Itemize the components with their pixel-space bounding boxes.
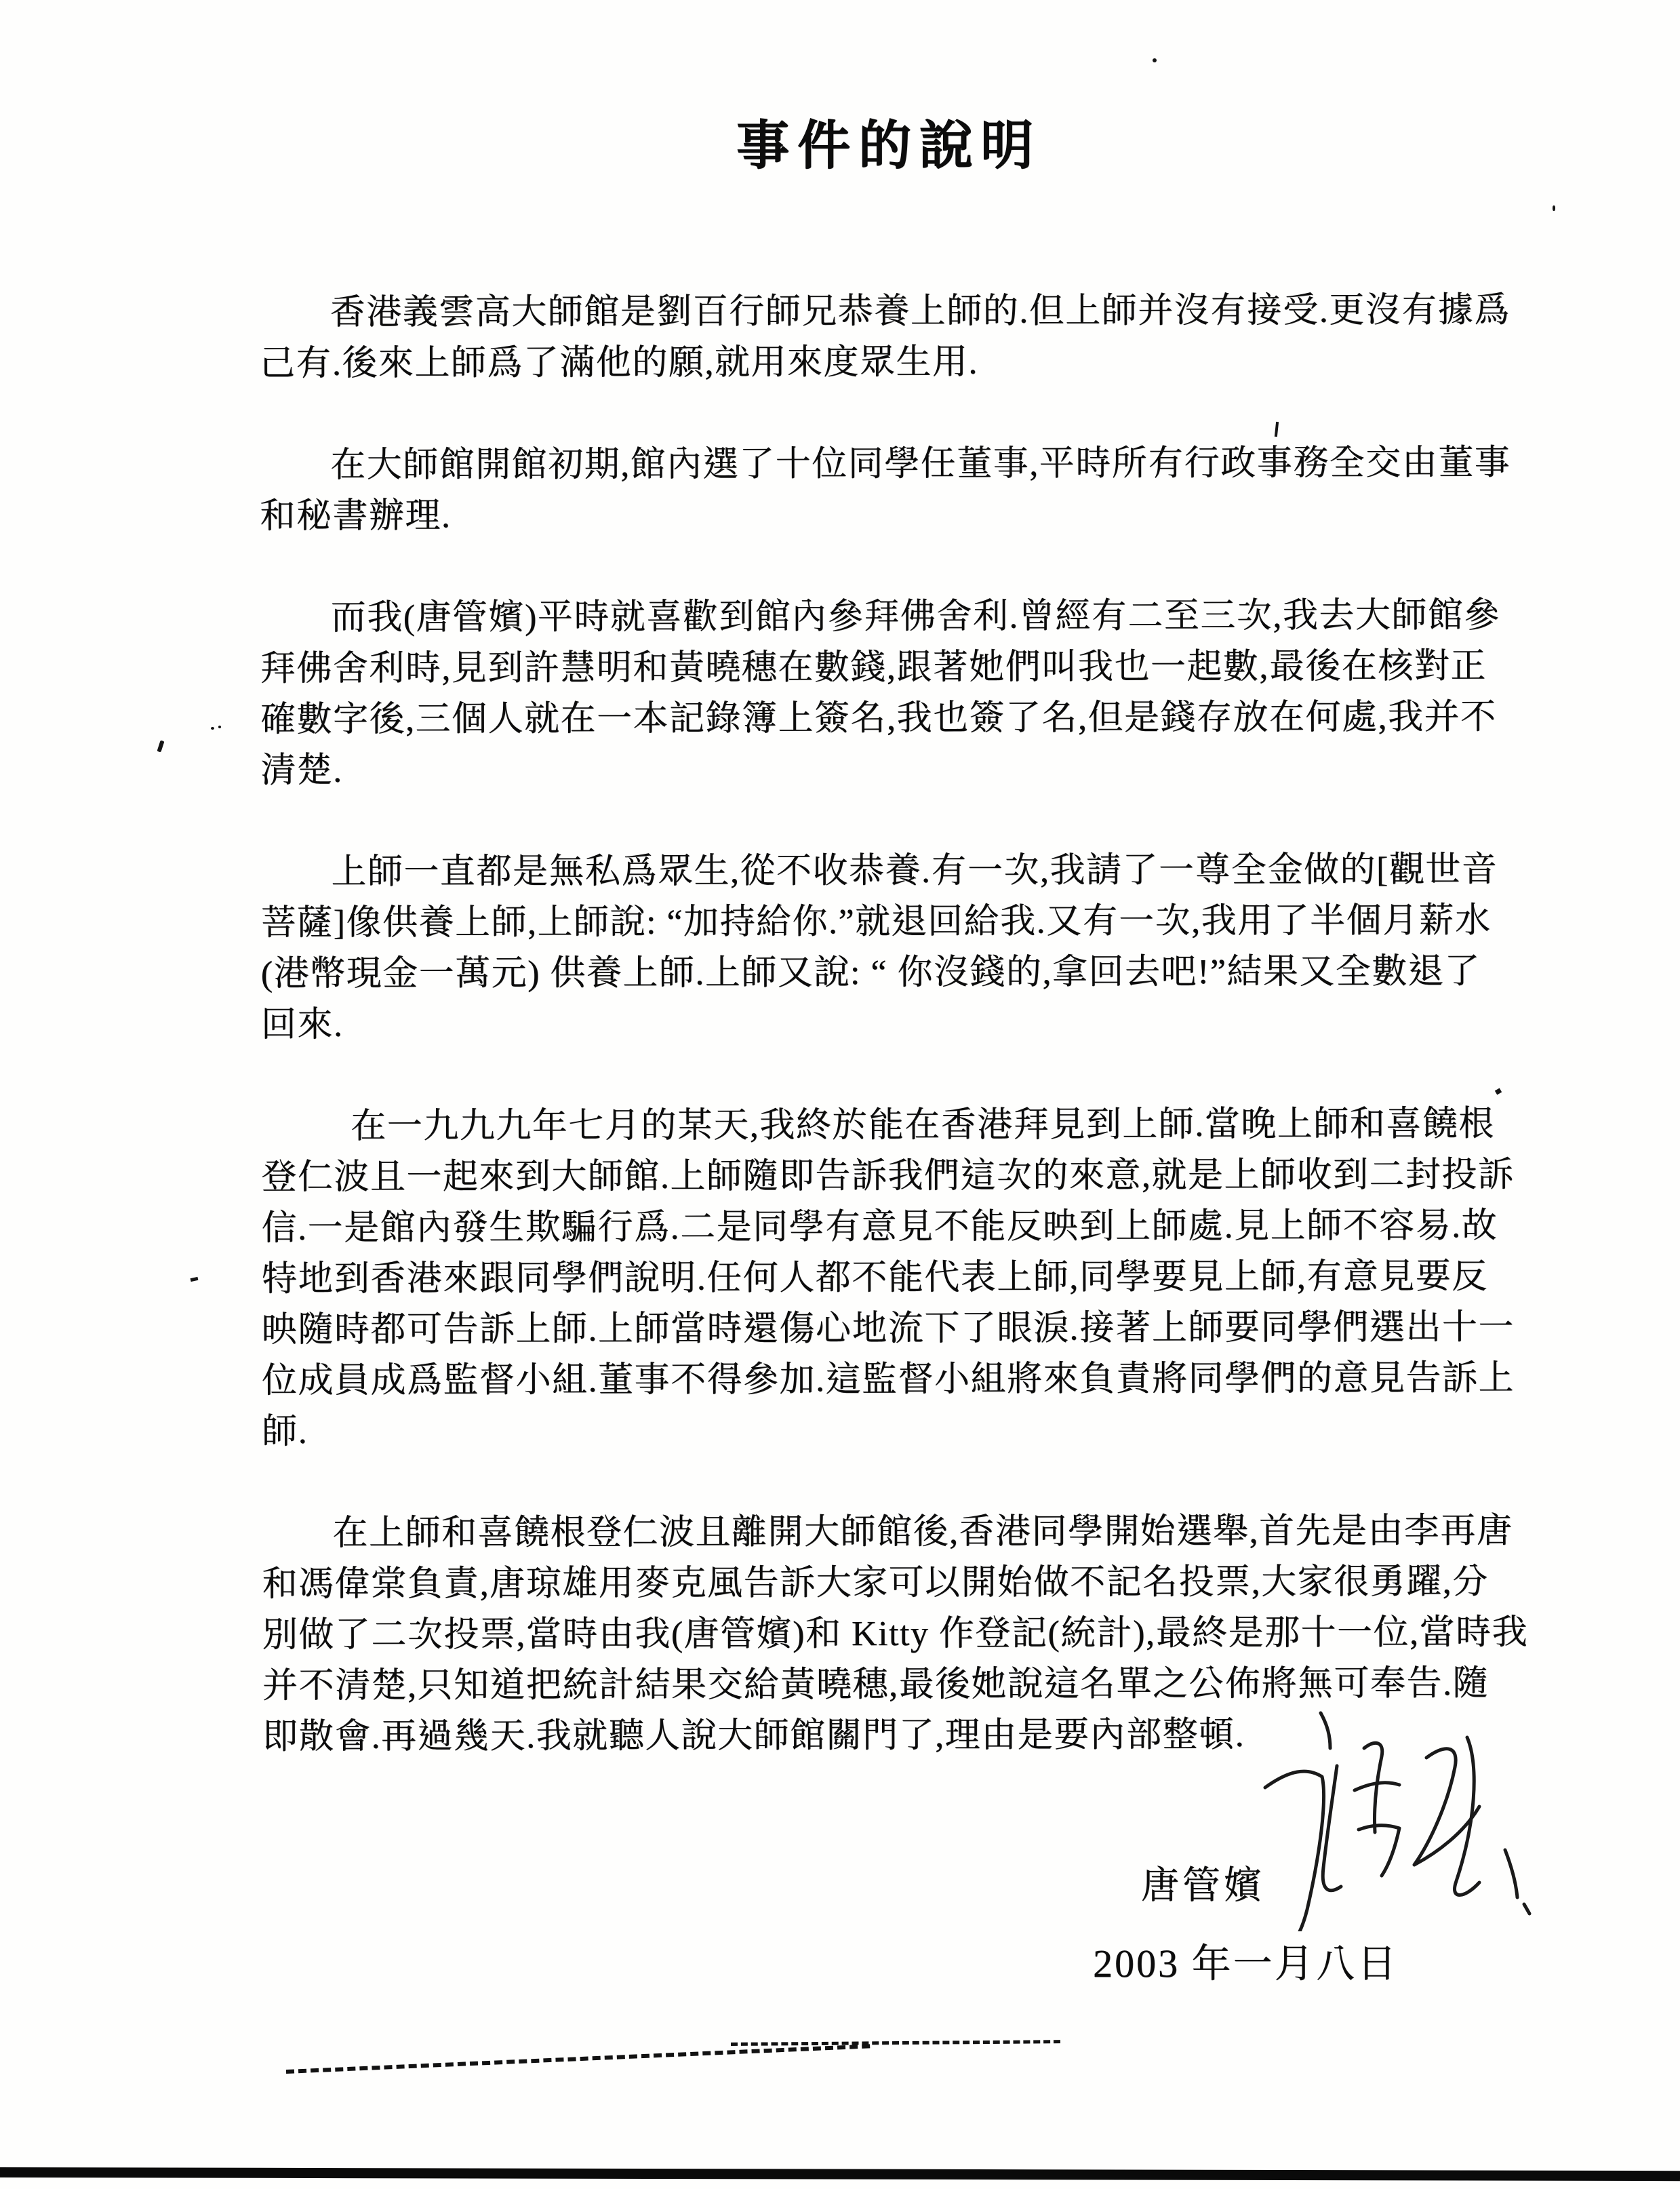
text-line: 師.	[262, 1412, 308, 1451]
scan-speck	[191, 1277, 199, 1282]
letter-body	[259, 285, 1529, 1813]
text-line: 并不清楚,只知道把統計結果交給黃曉穗,最後她說這名單之公佈將無可奉告.隨	[262, 1664, 1489, 1705]
scan-speck	[211, 727, 214, 730]
text-line: 上師一直都是無私爲眾生,從不收恭養.有一次,我請了一尊全金做的[觀世音	[331, 850, 1498, 892]
scan-speck	[1153, 58, 1157, 62]
document-title: 事件的說明	[736, 116, 1041, 175]
text-line: 即散會.再過幾天.我就聽人說大師館關門了,理由是要內部整頓.	[262, 1715, 1245, 1756]
text-line: 拜佛舍利時,見到許慧明和黃曉穗在數錢,跟著她們叫我也一起數,最後在核對正	[260, 647, 1487, 688]
scan-speck	[1553, 205, 1555, 211]
text-line: 特地到香港來跟同學們說明.任何人都不能代表上師,同學要見上師,有意見要反	[261, 1257, 1488, 1299]
text-line: 映隨時都可告訴上師.上師當時還傷心地流下了眼淚.接著上師要同學們選出十一	[261, 1307, 1515, 1349]
paragraph-1	[259, 285, 1511, 389]
text-line: 回來.	[260, 1005, 344, 1044]
signature-date: 2003 年一月八日	[1093, 1941, 1399, 1986]
text-line: 在大師館開館初期,館內選了十位同學任董事,平時所有行政事務全交由董事	[330, 443, 1511, 485]
text-line: 位成員成爲監督小組.董事不得參加.這監督小組將來負責將同學們的意見告訴上	[261, 1358, 1515, 1400]
paragraph-3	[260, 590, 1500, 796]
text-line: (港幣現金一萬元) 供養上師.上師又說: “ 你沒錢的,拿回去吧!”結果又全數退了	[260, 952, 1481, 993]
scan-artifact-dashed-line	[731, 2040, 1060, 2046]
text-line: 別做了二次投票,當時由我(唐管嬪)和 Kitty 作登記(統計),最終是那十一位,當時我	[262, 1613, 1529, 1655]
paragraph-5	[261, 1099, 1515, 1457]
paragraph-2	[260, 437, 1511, 542]
scan-speck	[157, 740, 165, 752]
text-line: 菩薩]像供養上師,上師說: “加持給你.”就退回給我.又有一次,我用了半個月薪水	[260, 901, 1492, 943]
text-line: 登仁波且一起來到大師館.上師隨即告訴我們這次的來意,就是上師收到二封投訴	[261, 1155, 1515, 1197]
handwritten-signature-icon	[1256, 1701, 1540, 1931]
text-line: 香港義雲高大師館是劉百行師兄恭養上師的.但上師并沒有接受.更沒有據爲	[329, 290, 1511, 332]
text-line: 和秘書辦理.	[260, 496, 452, 536]
scan-speck	[1495, 1088, 1502, 1094]
text-line: 在一九九九年七月的某天,我終於能在香港拜見到上師.當晚上師和喜饒根	[351, 1105, 1495, 1146]
scan-artifact-dashed-line	[286, 2044, 870, 2074]
signer-name: 唐管嬪	[1141, 1865, 1265, 1907]
text-line: 和馮偉棠負責,唐琼雄用麥克風告訴大家可以開始做不記名投票,大家很勇躍,分	[262, 1562, 1489, 1604]
text-line: 確數字後,三個人就在一本記錄簿上簽名,我也簽了名,但是錢存放在何處,我并不	[260, 698, 1497, 739]
scan-speck	[218, 726, 221, 728]
text-line: 清楚.	[260, 751, 343, 790]
paragraph-4	[260, 844, 1498, 1050]
text-line: 信.一是館內發生欺騙行爲.二是同學有意見不能反映到上師處.見上師不容易.故	[261, 1206, 1498, 1248]
text-line: 己有.後來上師爲了滿他的願,就用來度眾生用.	[259, 342, 978, 383]
text-line: 在上師和喜饒根登仁波且離開大師館後,香港同學開始選舉,首先是由李再唐	[332, 1511, 1513, 1553]
text-line: 而我(唐管嬪)平時就喜歡到館內參拜佛舍利.曾經有二至三次,我去大師館參	[330, 596, 1500, 637]
scan-artifact-bottom-edge	[0, 2167, 1680, 2181]
